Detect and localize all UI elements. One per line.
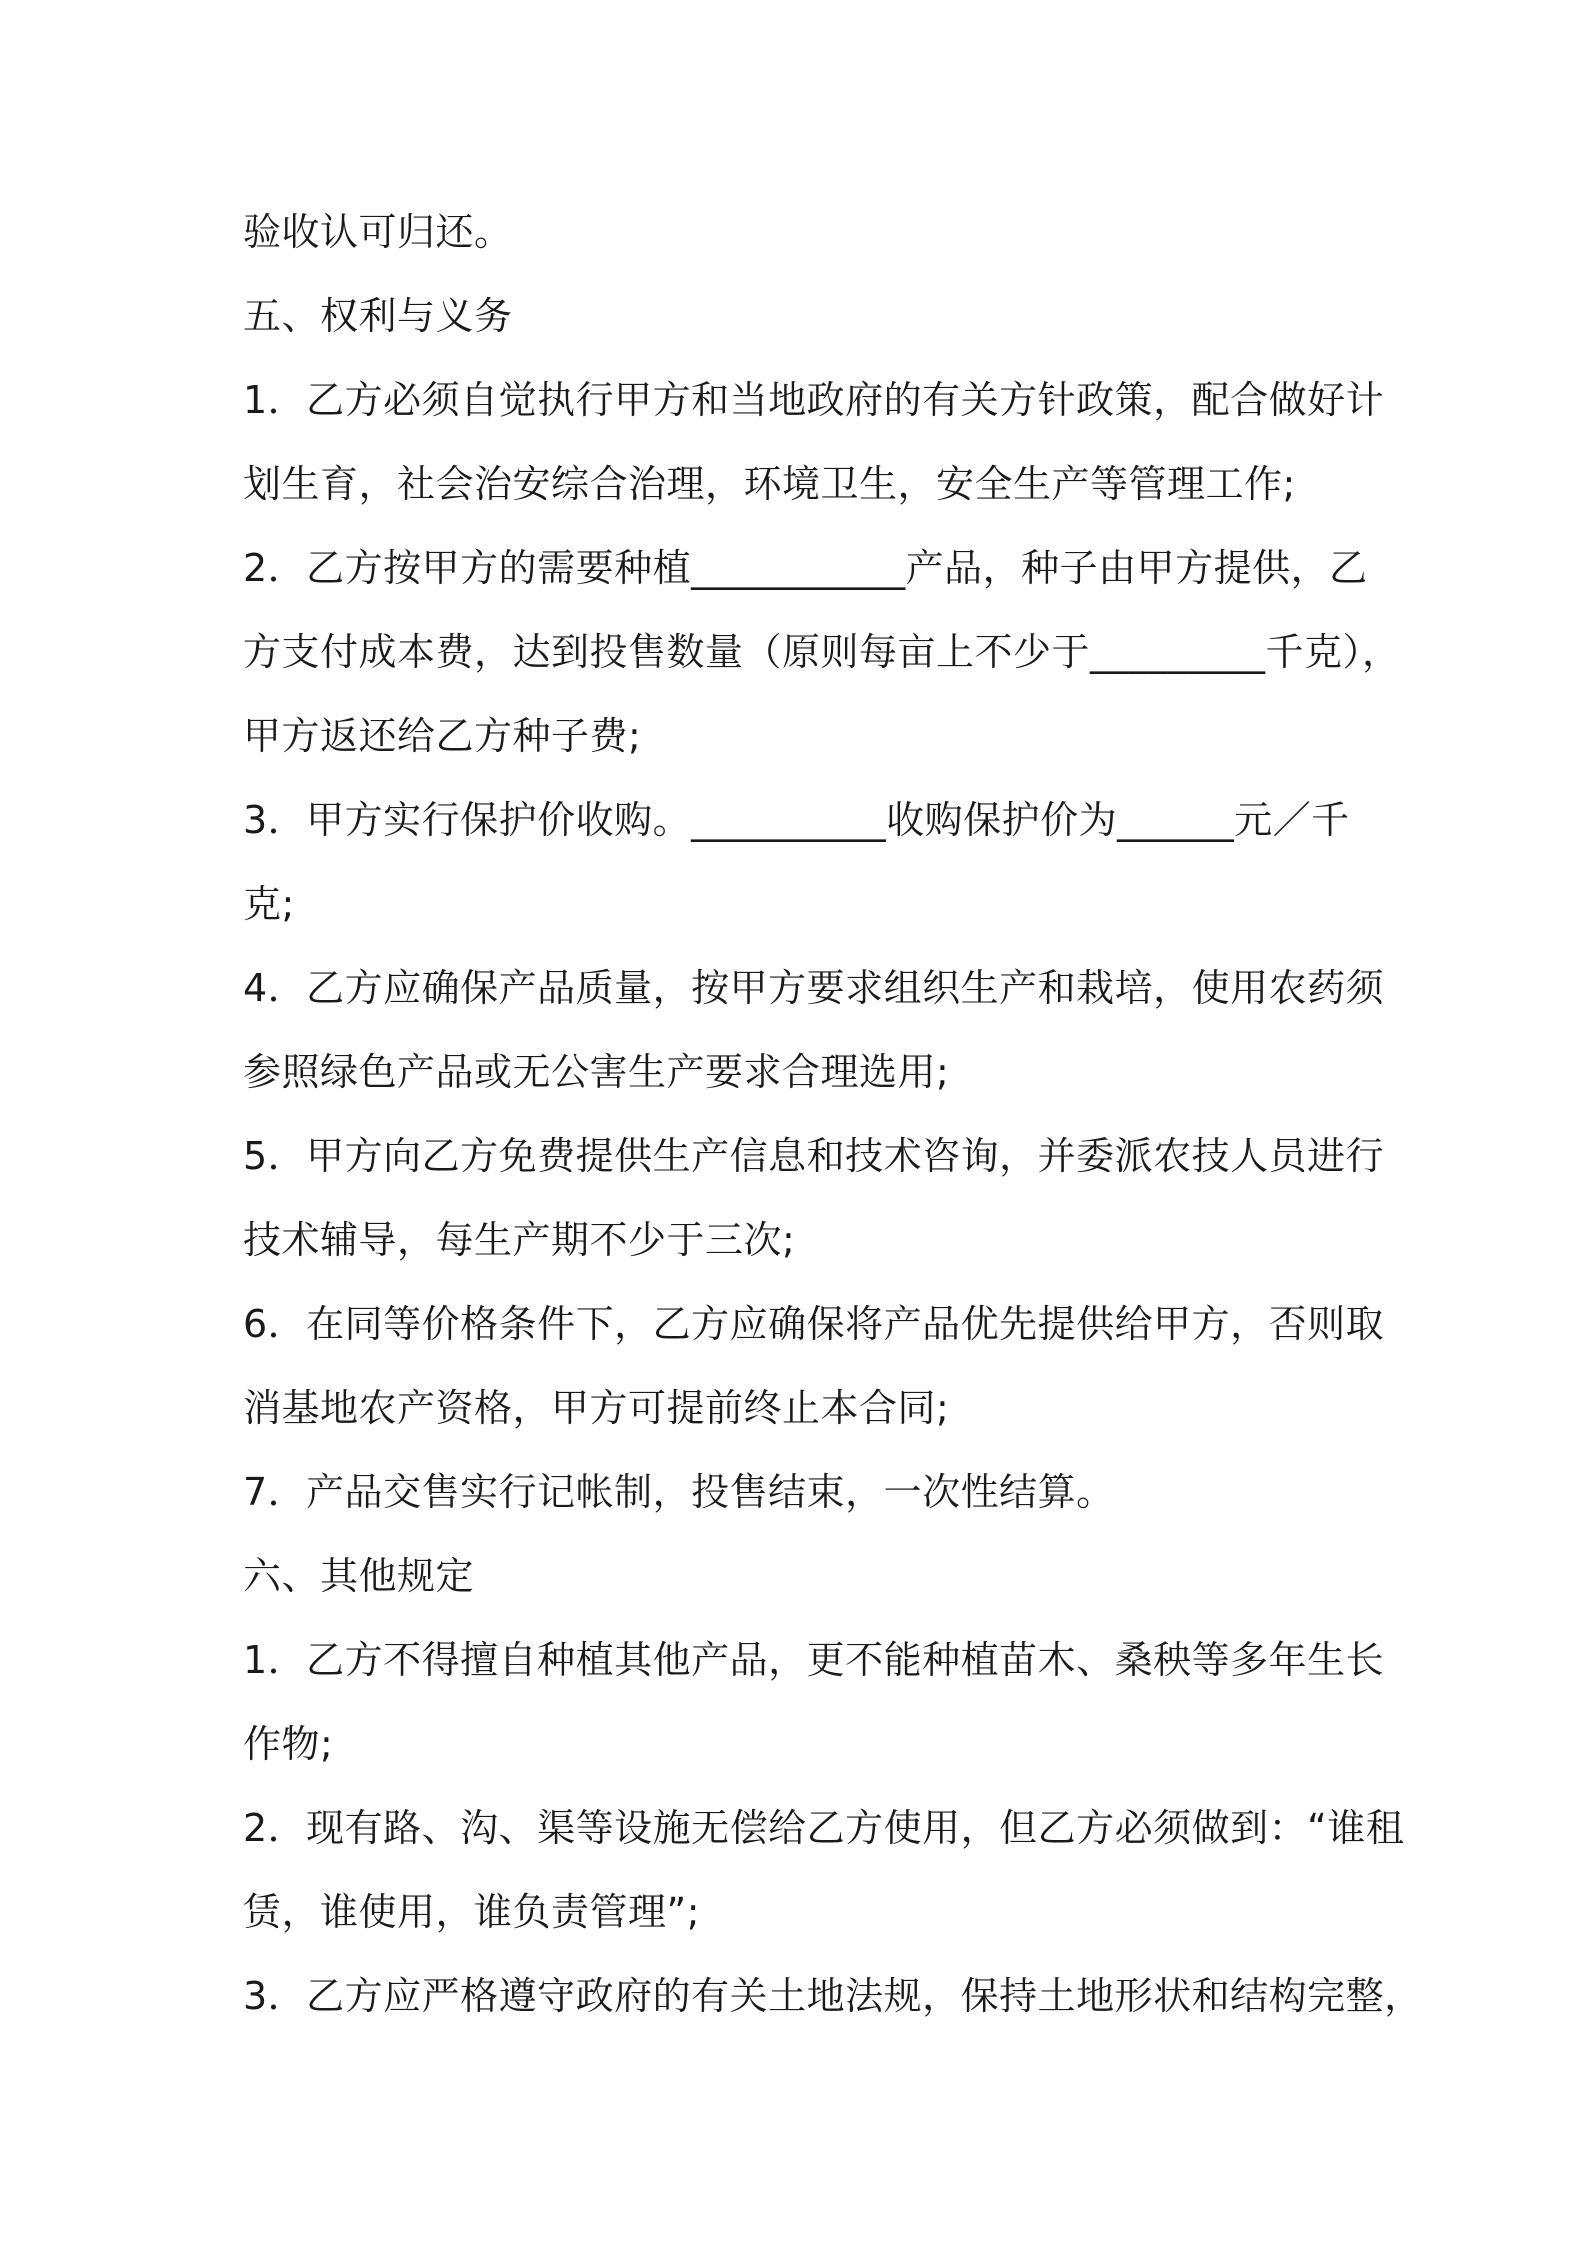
text-line: 6．在同等价格条件下，乙方应确保将产品优先提供给甲方，否则取 <box>243 1302 1385 1346</box>
text-line: 3．甲方实行保护价收购。__________收购保护价为______元／千 <box>243 798 1350 842</box>
section-heading-rights-obligations: 五、权利与义务 <box>243 294 513 338</box>
text-line: 划生育，社会治安综合治理，环境卫生，安全生产等管理工作; <box>243 462 1296 506</box>
text-line: 克; <box>243 882 295 926</box>
text-line: 方支付成本费，达到投售数量（原则每亩上不少于_________千克）， <box>243 630 1401 674</box>
text-line: 5．甲方向乙方免费提供生产信息和技术咨询，并委派农技人员进行 <box>243 1134 1385 1178</box>
text-line: 甲方返还给乙方种子费; <box>243 714 642 758</box>
text-line: 作物; <box>243 1722 334 1766</box>
text-line: 4．乙方应确保产品质量，按甲方要求组织生产和栽培，使用农药须 <box>243 966 1385 1010</box>
section-heading-other-provisions: 六、其他规定 <box>243 1554 475 1598</box>
text-line: 技术辅导，每生产期不少于三次; <box>243 1218 796 1262</box>
text-line: 2．乙方按甲方的需要种植___________产品，种子由甲方提供，乙 <box>243 546 1368 590</box>
text-line: 验收认可归还。 <box>243 210 513 254</box>
text-line: 消基地农产资格，甲方可提前终止本合同; <box>243 1386 950 1430</box>
text-line: 1．乙方不得擅自种植其他产品，更不能种植苗木、桑秧等多年生长 <box>243 1638 1385 1682</box>
text-line: 3．乙方应严格遵守政府的有关土地法规，保持土地形状和结构完整， <box>243 1974 1423 2018</box>
text-line: 1．乙方必须自觉执行甲方和当地政府的有关方针政策，配合做好计 <box>243 378 1385 422</box>
document-body <box>243 190 1423 2038</box>
text-line: 参照绿色产品或无公害生产要求合理选用; <box>243 1050 950 1094</box>
text-line: 2．现有路、沟、渠等设施无偿给乙方使用，但乙方必须做到：“谁租 <box>243 1806 1405 1850</box>
text-line: 7．产品交售实行记帐制，投售结束，一次性结算。 <box>243 1470 1115 1514</box>
text-line: 赁，谁使用，谁负责管理”; <box>243 1890 700 1934</box>
